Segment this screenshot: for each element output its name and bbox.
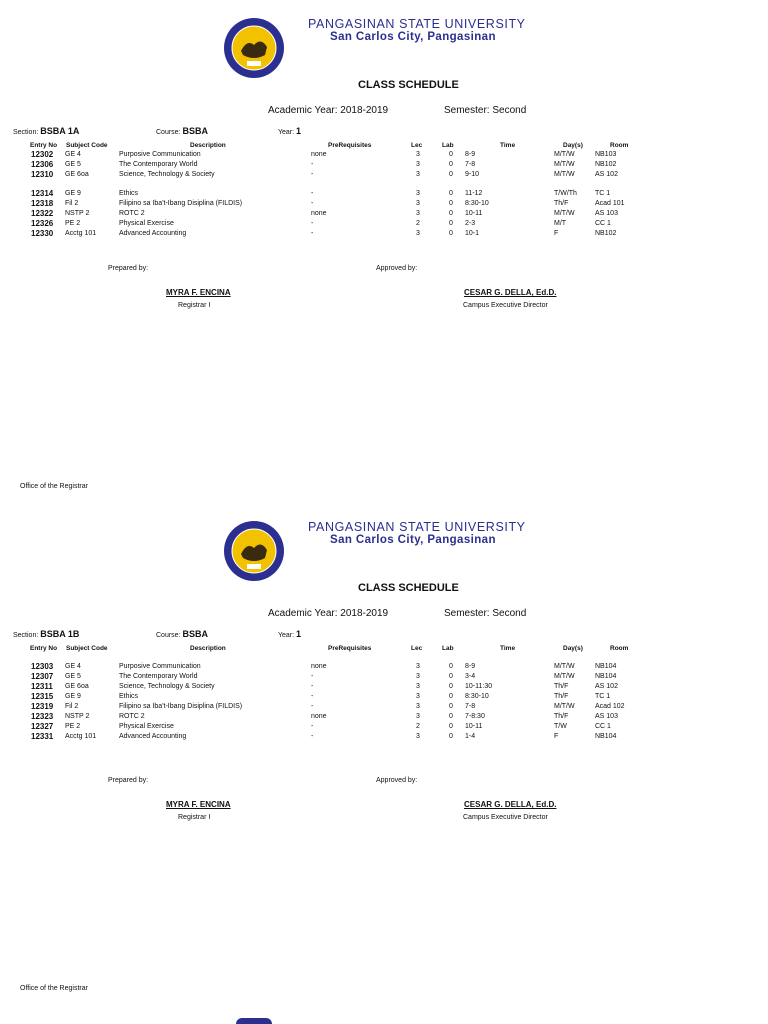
subject-code: GE 5 (65, 673, 81, 680)
class-days: M/T/W (554, 161, 575, 168)
schedule-page (0, 0, 768, 500)
preparer-role: Registrar I (178, 814, 211, 821)
footer-office: Office of the Registrar (20, 483, 88, 490)
next-page-seal-icon (236, 1018, 272, 1024)
class-time: 7-8 (465, 703, 476, 710)
column-header-entry: Entry No (30, 645, 58, 652)
approver-role: Campus Executive Director (463, 302, 548, 309)
university-seal-icon (223, 17, 285, 79)
class-time: 7-8 (465, 161, 476, 168)
room: NB102 (595, 161, 617, 168)
subject-description: ROTC 2 (119, 210, 145, 217)
university-name: PANGASINAN STATE UNIVERSITY (308, 17, 526, 31)
class-days: M/T/W (554, 703, 575, 710)
class-days: F (554, 230, 559, 237)
room: AS 102 (595, 171, 618, 178)
subject-code: GE 4 (65, 663, 81, 670)
lec-units: 3 (416, 713, 420, 720)
column-header-prereq: PreRequisites (328, 142, 372, 149)
subject-description: ROTC 2 (119, 713, 145, 720)
room: Acad 102 (595, 703, 625, 710)
class-time: 10-11:30 (465, 683, 493, 690)
entry-no: 12318 (31, 199, 54, 208)
university-name: PANGASINAN STATE UNIVERSITY (308, 520, 526, 534)
entry-no: 12306 (31, 160, 54, 169)
semester-value: Second (492, 608, 527, 619)
class-time: 9-10 (465, 171, 480, 178)
lab-units: 0 (449, 210, 453, 217)
class-days: Th/F (554, 693, 569, 700)
entry-no: 12303 (31, 662, 54, 671)
course-field: Course: BSBA (156, 629, 208, 639)
class-days: T/W/Th (554, 190, 577, 197)
section-value: BSBA 1B (40, 629, 80, 639)
lab-units: 0 (449, 220, 453, 227)
class-time: 7-8:30 (465, 713, 485, 720)
class-days: Th/F (554, 683, 569, 690)
lec-units: 3 (416, 703, 420, 710)
subject-code: NSTP 2 (65, 210, 90, 217)
entry-no: 12327 (31, 722, 54, 731)
subject-code: GE 6oa (65, 683, 89, 690)
prepared-by-label: Prepared by: (108, 265, 149, 272)
university-seal-icon (223, 520, 285, 582)
lec-units: 3 (416, 673, 420, 680)
academic-year-value: 2018-2019 (340, 608, 389, 619)
class-time: 8:30-10 (465, 693, 489, 700)
prerequisites: - (311, 171, 314, 178)
class-time: 10-11 (465, 723, 483, 730)
prerequisites: - (311, 200, 314, 207)
subject-description: Filipino sa Iba't-Ibang Disiplina (FILDIS) (119, 703, 243, 710)
entry-no: 12326 (31, 219, 54, 228)
entry-no: 12330 (31, 229, 54, 238)
class-days: M/T/W (554, 210, 575, 217)
class-time: 2-3 (465, 220, 476, 227)
lab-units: 0 (449, 683, 453, 690)
lab-units: 0 (449, 673, 453, 680)
room: CC 1 (595, 723, 611, 730)
lec-units: 3 (416, 693, 420, 700)
column-header-days: Day(s) (563, 645, 583, 652)
subject-code: PE 2 (65, 723, 81, 730)
year-value: 1 (296, 629, 302, 639)
entry-no: 12307 (31, 672, 54, 681)
entry-no: 12322 (31, 209, 54, 218)
class-days: Th/F (554, 200, 569, 207)
column-header-room: Room (610, 142, 629, 149)
academic-year: Academic Year: 2018-2019 (268, 105, 389, 116)
lab-units: 0 (449, 230, 453, 237)
column-header-prereq: PreRequisites (328, 645, 372, 652)
semester: Semester: Second (444, 608, 527, 619)
column-header-lab: Lab (442, 142, 454, 149)
preparer-role: Registrar I (178, 302, 211, 309)
academic-year: Academic Year: 2018-2019 (268, 608, 389, 619)
prerequisites: - (311, 230, 314, 237)
preparer-name: MYRA F. ENCINA (166, 288, 231, 297)
lec-units: 2 (416, 220, 420, 227)
lab-units: 0 (449, 693, 453, 700)
lab-units: 0 (449, 161, 453, 168)
prerequisites: - (311, 683, 314, 690)
class-days: M/T/W (554, 151, 575, 158)
subject-code: Acctg 101 (65, 230, 97, 237)
prerequisites: - (311, 733, 314, 740)
prerequisites: - (311, 673, 314, 680)
subject-description: Purposive Communication (119, 151, 201, 158)
lec-units: 3 (416, 663, 420, 670)
room: AS 103 (595, 210, 618, 217)
approved-by-label: Approved by: (376, 265, 418, 272)
subject-description: Advanced Accounting (119, 733, 187, 740)
campus-location: San Carlos City, Pangasinan (330, 534, 496, 546)
schedule-page (0, 503, 768, 1003)
preparer-name: MYRA F. ENCINA (166, 800, 231, 809)
subject-code: Acctg 101 (65, 733, 97, 740)
column-header-time: Time (500, 645, 516, 652)
lec-units: 3 (416, 683, 420, 690)
entry-no: 12315 (31, 692, 54, 701)
course-field: Course: BSBA (156, 126, 208, 136)
document-title: CLASS SCHEDULE (358, 79, 459, 91)
prerequisites: none (311, 151, 327, 158)
lab-units: 0 (449, 713, 453, 720)
subject-description: Physical Exercise (119, 723, 174, 730)
subject-code: Fil 2 (65, 703, 79, 710)
room: NB104 (595, 673, 617, 680)
prepared-by-label: Prepared by: (108, 777, 149, 784)
entry-no: 12302 (31, 150, 54, 159)
subject-code: GE 5 (65, 161, 81, 168)
class-time: 8:30-10 (465, 200, 489, 207)
class-time: 8-9 (465, 151, 476, 158)
entry-no: 12319 (31, 702, 54, 711)
subject-code: PE 2 (65, 220, 81, 227)
subject-code: GE 9 (65, 693, 81, 700)
course-value: BSBA (182, 629, 208, 639)
lec-units: 3 (416, 200, 420, 207)
entry-no: 12311 (31, 682, 53, 691)
approver-name: CESAR G. DELLA, Ed.D. (464, 288, 557, 297)
footer-office: Office of the Registrar (20, 985, 88, 992)
entry-no: 12310 (31, 170, 54, 179)
lab-units: 0 (449, 171, 453, 178)
year-field: Year: 1 (278, 629, 302, 639)
class-days: M/T/W (554, 663, 575, 670)
prerequisites: - (311, 703, 314, 710)
academic-year-value: 2018-2019 (340, 105, 389, 116)
column-header-lec: Lec (411, 142, 423, 149)
lec-units: 3 (416, 151, 420, 158)
section-value: BSBA 1A (40, 126, 80, 136)
class-time: 11-12 (465, 190, 483, 197)
prerequisites: - (311, 723, 314, 730)
year-field: Year: 1 (278, 126, 302, 136)
prerequisites: - (311, 190, 314, 197)
prerequisites: none (311, 210, 327, 217)
class-time: 10-11 (465, 210, 483, 217)
subject-description: The Contemporary World (119, 673, 198, 680)
campus-location: San Carlos City, Pangasinan (330, 31, 496, 43)
column-header-desc: Description (190, 645, 226, 652)
room: NB102 (595, 230, 617, 237)
entry-no: 12314 (31, 189, 54, 198)
lec-units: 3 (416, 733, 420, 740)
subject-description: The Contemporary World (119, 161, 198, 168)
room: CC 1 (595, 220, 611, 227)
lec-units: 3 (416, 171, 420, 178)
column-header-lec: Lec (411, 645, 423, 652)
subject-description: Ethics (119, 693, 139, 700)
entry-no: 12331 (31, 732, 54, 741)
lab-units: 0 (449, 200, 453, 207)
column-header-lab: Lab (442, 645, 454, 652)
lec-units: 3 (416, 210, 420, 217)
subject-code: Fil 2 (65, 200, 79, 207)
lab-units: 0 (449, 151, 453, 158)
subject-code: NSTP 2 (65, 713, 90, 720)
subject-code: GE 6oa (65, 171, 89, 178)
lec-units: 3 (416, 161, 420, 168)
subject-description: Ethics (119, 190, 139, 197)
lab-units: 0 (449, 663, 453, 670)
lab-units: 0 (449, 190, 453, 197)
prerequisites: none (311, 663, 327, 670)
approver-role: Campus Executive Director (463, 814, 548, 821)
column-header-days: Day(s) (563, 142, 583, 149)
lab-units: 0 (449, 723, 453, 730)
lab-units: 0 (449, 703, 453, 710)
subject-description: Physical Exercise (119, 220, 174, 227)
column-header-room: Room (610, 645, 629, 652)
semester-value: Second (492, 105, 527, 116)
class-time: 10-1 (465, 230, 480, 237)
room: NB103 (595, 151, 617, 158)
subject-description: Science, Technology & Society (119, 171, 215, 178)
class-time: 8-9 (465, 663, 476, 670)
room: AS 103 (595, 713, 618, 720)
column-header-time: Time (500, 142, 516, 149)
column-header-code: Subject Code (66, 142, 108, 149)
room: TC 1 (595, 190, 611, 197)
approved-by-label: Approved by: (376, 777, 418, 784)
class-days: M/T/W (554, 171, 575, 178)
prerequisites: none (311, 713, 327, 720)
section-field: Section: BSBA 1A (13, 126, 80, 136)
semester: Semester: Second (444, 105, 527, 116)
section-field: Section: BSBA 1B (13, 629, 80, 639)
room: TC 1 (595, 693, 611, 700)
prerequisites: - (311, 693, 314, 700)
column-header-code: Subject Code (66, 645, 108, 652)
subject-code: GE 9 (65, 190, 81, 197)
lec-units: 3 (416, 230, 420, 237)
year-value: 1 (296, 126, 302, 136)
prerequisites: - (311, 161, 314, 168)
entry-no: 12323 (31, 712, 54, 721)
class-time: 1-4 (465, 733, 476, 740)
prerequisites: - (311, 220, 314, 227)
class-days: M/T/W (554, 673, 575, 680)
class-days: Th/F (554, 713, 569, 720)
subject-description: Science, Technology & Society (119, 683, 215, 690)
room: AS 102 (595, 683, 618, 690)
lec-units: 2 (416, 723, 420, 730)
class-days: F (554, 733, 559, 740)
subject-code: GE 4 (65, 151, 81, 158)
column-header-entry: Entry No (30, 142, 58, 149)
course-value: BSBA (182, 126, 208, 136)
column-header-desc: Description (190, 142, 226, 149)
approver-name: CESAR G. DELLA, Ed.D. (464, 800, 557, 809)
class-days: T/W (554, 723, 567, 730)
subject-description: Filipino sa Iba't-Ibang Disiplina (FILDIS) (119, 200, 243, 207)
lec-units: 3 (416, 190, 420, 197)
room: NB104 (595, 663, 617, 670)
room: NB104 (595, 733, 617, 740)
class-days: M/T (554, 220, 567, 227)
room: Acad 101 (595, 200, 625, 207)
lab-units: 0 (449, 733, 453, 740)
document-title: CLASS SCHEDULE (358, 582, 459, 594)
subject-description: Purposive Communication (119, 663, 201, 670)
subject-description: Advanced Accounting (119, 230, 187, 237)
class-time: 3-4 (465, 673, 476, 680)
